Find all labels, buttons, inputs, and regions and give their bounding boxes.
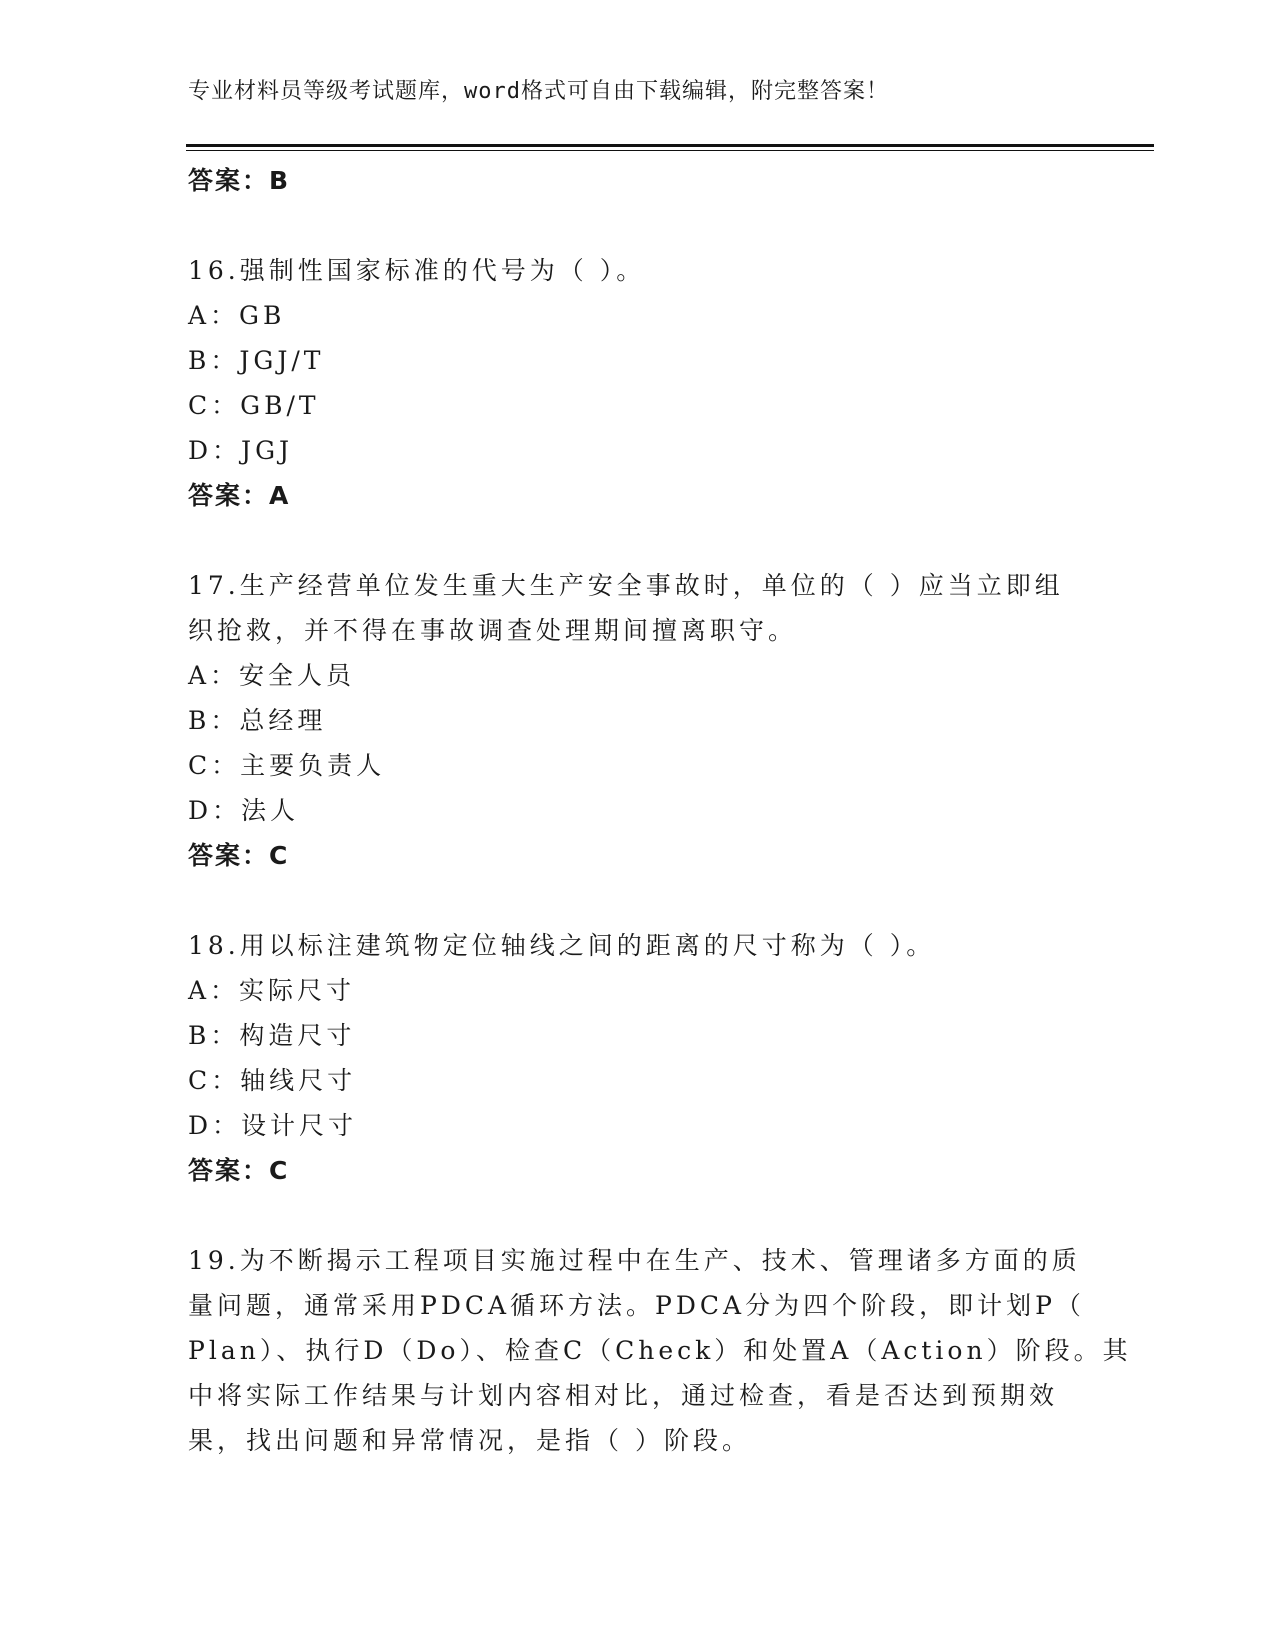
- question-text: 17.生产经营单位发生重大生产安全事故时，单位的（ ）应当立即组: [188, 571, 1064, 600]
- question-text: 中将实际工作结果与计划内容相对比，通过检查，看是否达到预期效: [188, 1381, 1059, 1410]
- option-c: C：轴线尺寸: [188, 1066, 357, 1095]
- document-body: [188, 158, 1132, 1463]
- answer: 答案：C: [188, 1156, 290, 1185]
- question-text: 19.为不断揭示工程项目实施过程中在生产、技术、管理诸多方面的质: [188, 1246, 1081, 1275]
- question-16: [188, 248, 1088, 518]
- question-17: [188, 563, 1088, 878]
- answer: 答案：C: [188, 841, 290, 870]
- header-rule-thin: [186, 150, 1154, 151]
- question-text: 16.强制性国家标准的代号为（ ）。: [188, 256, 646, 285]
- option-d: D：设计尺寸: [188, 1111, 358, 1140]
- question-text: 果，找出问题和异常情况，是指（ ）阶段。: [188, 1426, 751, 1455]
- question-text: 量问题，通常采用PDCA循环方法。PDCA分为四个阶段，即计划P（: [188, 1291, 1085, 1320]
- question-18: [188, 923, 1088, 1193]
- previous-answer: 答案：B: [188, 166, 291, 195]
- option-b: B：JGJ/T: [188, 346, 325, 375]
- option-a: A：安全人员: [188, 661, 356, 690]
- option-d: D：法人: [188, 796, 300, 825]
- option-b: B：总经理: [188, 706, 327, 735]
- answer: 答案：A: [188, 481, 291, 510]
- option-d: D：JGJ: [188, 436, 294, 465]
- page-header: 专业材料员等级考试题库，word格式可自由下载编辑，附完整答案！: [188, 79, 889, 104]
- question-text: 织抢救，并不得在事故调查处理期间擅离职守。: [188, 616, 798, 645]
- question-text: Plan）、执行D（Do）、检查C（Check）和处置A（Action）阶段。其: [188, 1336, 1132, 1365]
- option-c: C：GB/T: [188, 391, 320, 420]
- option-a: A：实际尺寸: [188, 976, 356, 1005]
- option-c: C：主要负责人: [188, 751, 386, 780]
- question-19: [188, 1238, 1132, 1463]
- header-rule-thick: [186, 144, 1154, 147]
- option-a: A：GB: [188, 301, 286, 330]
- question-text: 18.用以标注建筑物定位轴线之间的距离的尺寸称为（ ）。: [188, 931, 936, 960]
- option-b: B：构造尺寸: [188, 1021, 356, 1050]
